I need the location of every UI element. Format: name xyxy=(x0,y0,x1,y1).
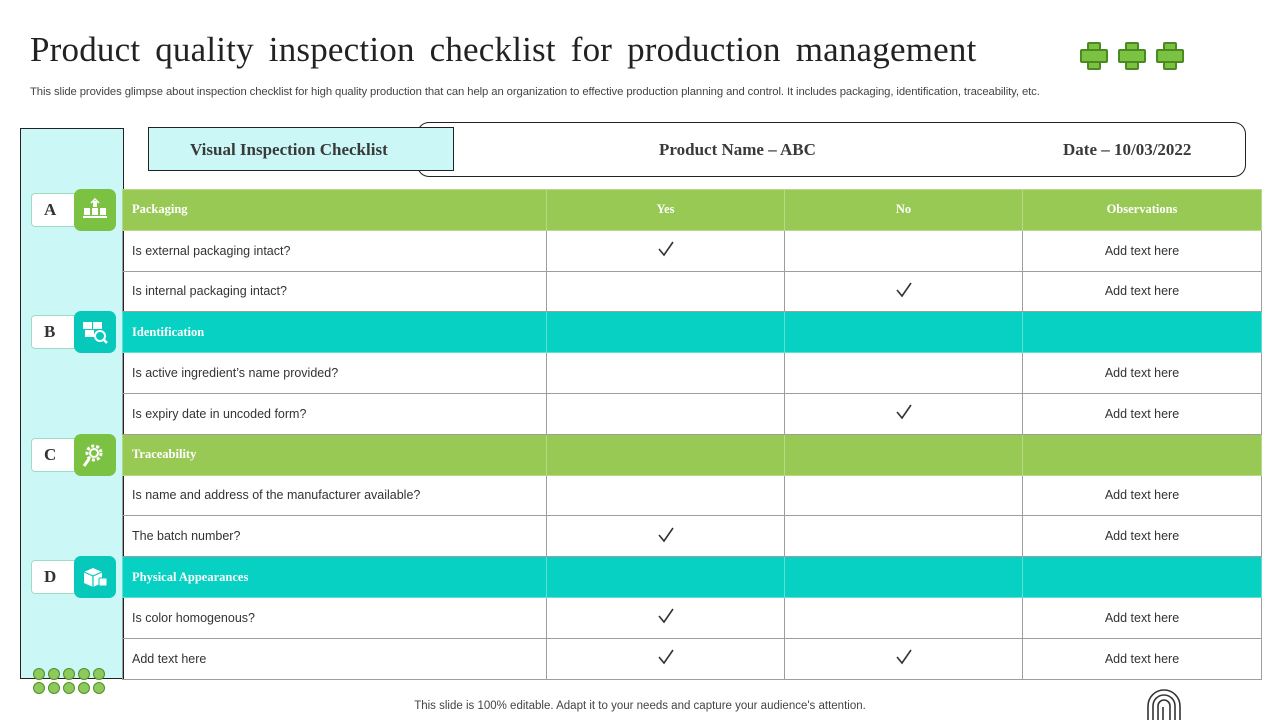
no-cell[interactable] xyxy=(785,475,1023,516)
table-row xyxy=(123,271,1262,312)
section-header-row xyxy=(123,557,1262,598)
section-name: Traceability xyxy=(123,434,547,475)
column-no-header xyxy=(785,434,1023,475)
plus-icon xyxy=(1156,42,1180,66)
section-letter-b: B xyxy=(31,315,89,349)
no-cell[interactable] xyxy=(785,638,1023,679)
check-icon xyxy=(657,526,675,544)
checklist-label: Visual Inspection Checklist xyxy=(190,140,388,159)
check-icon xyxy=(657,240,675,258)
inspection-table xyxy=(122,189,1262,680)
section-header-row xyxy=(123,312,1262,353)
yes-cell[interactable] xyxy=(547,393,785,434)
yes-cell[interactable] xyxy=(547,353,785,394)
column-no-header: No xyxy=(785,190,1023,231)
column-yes-header xyxy=(547,434,785,475)
yes-cell[interactable] xyxy=(547,230,785,271)
boxes-icon xyxy=(74,189,116,231)
gear-magnifier-icon xyxy=(74,434,116,476)
no-cell[interactable] xyxy=(785,353,1023,394)
decorative-plus-group xyxy=(1080,42,1180,66)
section-letter-c: C xyxy=(31,438,89,472)
no-cell[interactable] xyxy=(785,230,1023,271)
column-observations-header xyxy=(1023,434,1262,475)
check-icon xyxy=(895,281,913,299)
observation-cell[interactable]: Add text here xyxy=(1023,638,1262,679)
check-icon xyxy=(657,607,675,625)
footer-note: This slide is 100% editable. Adapt it to your needs and capture your audience's attention. xyxy=(414,700,866,712)
column-yes-header xyxy=(547,557,785,598)
magnifier-boxes-icon xyxy=(74,311,116,353)
section-name: Packaging xyxy=(123,190,547,231)
observation-cell[interactable]: Add text here xyxy=(1023,475,1262,516)
question-cell: Is expiry date in uncoded form? xyxy=(123,393,547,434)
check-icon xyxy=(895,403,913,421)
check-icon xyxy=(895,648,913,666)
no-cell[interactable] xyxy=(785,393,1023,434)
observation-cell[interactable]: Add text here xyxy=(1023,597,1262,638)
question-cell: The batch number? xyxy=(123,516,547,557)
table-row xyxy=(123,516,1262,557)
no-cell[interactable] xyxy=(785,271,1023,312)
section-letter-a: A xyxy=(31,193,89,227)
section-header-row xyxy=(123,434,1262,475)
section-name: Identification xyxy=(123,312,547,353)
table-row xyxy=(123,638,1262,679)
observation-cell[interactable]: Add text here xyxy=(1023,516,1262,557)
column-observations-header xyxy=(1023,312,1262,353)
decorative-dots-row-2 xyxy=(33,682,105,694)
plus-icon xyxy=(1118,42,1142,66)
table-row xyxy=(123,393,1262,434)
column-observations-header xyxy=(1023,557,1262,598)
column-yes-header xyxy=(547,312,785,353)
table-row xyxy=(123,353,1262,394)
inspection-date: Date – 10/03/2022 xyxy=(1063,140,1192,159)
question-cell: Is name and address of the manufacturer available? xyxy=(123,475,547,516)
yes-cell[interactable] xyxy=(547,638,785,679)
no-cell[interactable] xyxy=(785,597,1023,638)
question-cell: Is external packaging intact? xyxy=(123,230,547,271)
question-cell: Add text here xyxy=(123,638,547,679)
observation-cell[interactable]: Add text here xyxy=(1023,230,1262,271)
column-observations-header: Observations xyxy=(1023,190,1262,231)
yes-cell[interactable] xyxy=(547,271,785,312)
page-subtitle: This slide provides glimpse about inspection checklist for high quality production that can help an organization to effective production planning and control. It includes packaging, identification, traceability, etc. xyxy=(30,86,1040,98)
yes-cell[interactable] xyxy=(547,475,785,516)
column-no-header xyxy=(785,312,1023,353)
column-yes-header: Yes xyxy=(547,190,785,231)
question-cell: Is color homogenous? xyxy=(123,597,547,638)
section-header-row xyxy=(123,190,1262,231)
observation-cell[interactable]: Add text here xyxy=(1023,353,1262,394)
table-row xyxy=(123,230,1262,271)
table-row xyxy=(123,597,1262,638)
yes-cell[interactable] xyxy=(547,597,785,638)
table-row xyxy=(123,475,1262,516)
check-icon xyxy=(657,648,675,666)
plus-icon xyxy=(1080,42,1104,66)
observation-cell[interactable]: Add text here xyxy=(1023,393,1262,434)
yes-cell[interactable] xyxy=(547,516,785,557)
section-letter-d: D xyxy=(31,560,89,594)
question-cell: Is active ingredient’s name provided? xyxy=(123,353,547,394)
observation-cell[interactable]: Add text here xyxy=(1023,271,1262,312)
no-cell[interactable] xyxy=(785,516,1023,557)
section-name: Physical Appearances xyxy=(123,557,547,598)
package-delivery-icon xyxy=(74,556,116,598)
column-no-header xyxy=(785,557,1023,598)
page-title: Product quality inspection checklist for production management xyxy=(30,30,977,69)
question-cell: Is internal packaging intact? xyxy=(123,271,547,312)
decorative-dots-row-1 xyxy=(33,668,105,680)
product-name: Product Name – ABC xyxy=(659,140,816,159)
fingerprint-icon xyxy=(1144,688,1184,720)
